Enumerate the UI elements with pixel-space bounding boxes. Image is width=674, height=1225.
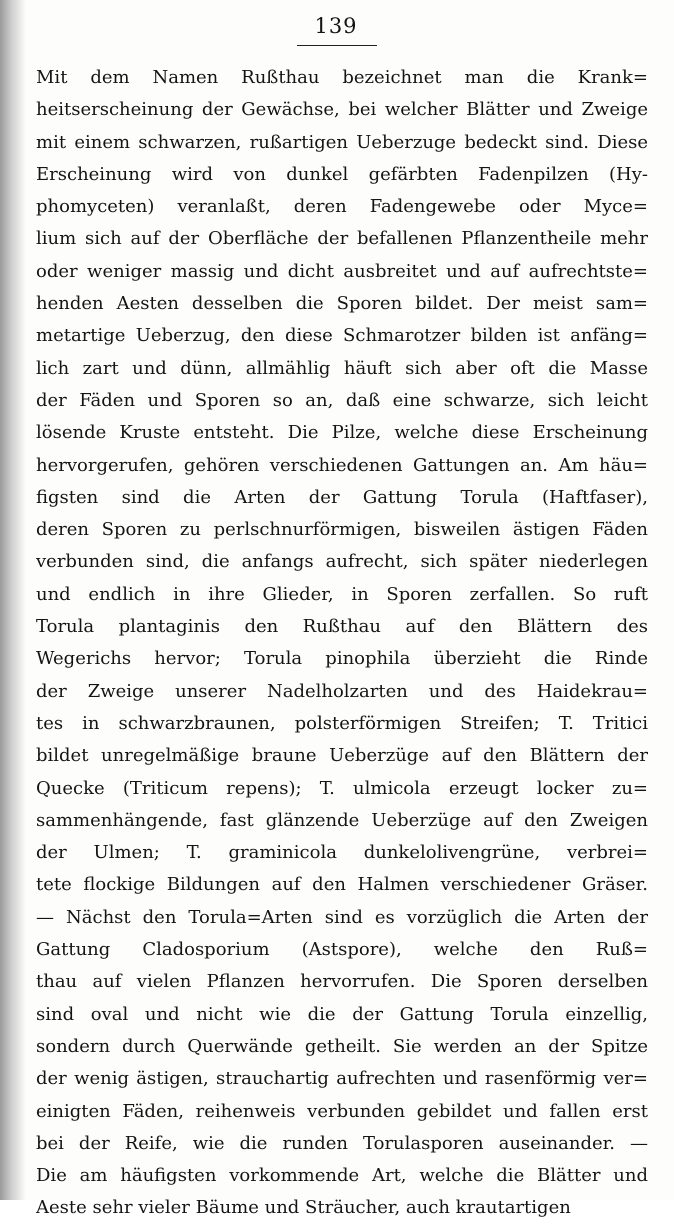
body-text: [36, 62, 648, 1225]
text-line: der Fäden und Sporen so an, daß eine schwarze, sich leicht: [36, 389, 648, 411]
text-line: bildet unregelmäßige braune Ueberzüge auf den Blättern der: [36, 745, 648, 767]
text-line: der Zweige unserer Nadelholzarten und des Haidekrau=: [36, 680, 648, 702]
text-line: tete flockige Bildungen auf den Halmen verschiedener Gräser.: [36, 874, 648, 896]
text-line: sind oval und nicht wie die der Gattung Torula einzellig,: [36, 1003, 648, 1025]
text-line: henden Aesten desselben die Sporen bildet. Der meist sam=: [36, 293, 648, 315]
text-line: einigten Fäden, reihenweis verbunden gebildet und fallen erst: [36, 1100, 648, 1122]
text-line: Mit dem Namen Rußthau bezeichnet man die Krank=: [36, 67, 648, 88]
text-line: heitserscheinung der Gewächse, bei welcher Blätter und Zweige: [36, 99, 648, 121]
page-number-rule: [297, 45, 377, 46]
text-line: lösende Kruste entsteht. Die Pilze, welche diese Erscheinung: [36, 422, 648, 444]
text-line: tes in schwarzbraunen, polsterförmigen Streifen; T. Tritici: [36, 712, 648, 734]
text-line: phomyceten) veranlaßt, deren Fadengewebe oder Myce=: [36, 196, 648, 218]
text-line: metartige Ueberzug, den diese Schmarotzer bilden ist anfäng=: [36, 325, 648, 347]
page-number: 139: [314, 14, 358, 38]
text-line: — Nächst den Torula=Arten sind es vorzüglich die Arten der: [36, 906, 648, 928]
text-line: Erscheinung wird von dunkel gefärbten Fadenpilzen (Hy-: [36, 163, 648, 185]
text-line: lich zart und dünn, allmählig häuft sich aber oft die Masse: [36, 357, 648, 379]
text-line: mit einem schwarzen, rußartigen Ueberzuge bedeckt sind. Diese: [36, 131, 648, 153]
text-line: Torula plantaginis den Rußthau auf den Blättern des: [36, 616, 648, 638]
text-line: Wegerichs hervor; Torula pinophila überzieht die Rinde: [36, 648, 648, 670]
text-line: Quecke (Triticum repens); T. ulmicola erzeugt locker zu=: [36, 777, 648, 799]
text-line: verbunden sind, die anfangs aufrecht, sich später niederlegen: [36, 551, 648, 573]
binding-shadow: [0, 0, 26, 1200]
text-line: Die am häufigsten vorkommende Art, welche die Blätter und: [36, 1165, 648, 1187]
text-line: sondern durch Querwände getheilt. Sie werden an der Spitze: [36, 1035, 648, 1057]
text-line: deren Sporen zu perlschnurförmigen, bisweilen ästigen Fäden: [36, 519, 648, 541]
text-line: oder weniger massig und dicht ausbreitet und auf aufrechtste=: [36, 260, 648, 282]
text-line: der Ulmen; T. graminicola dunkelolivengrüne, verbrei=: [36, 842, 648, 864]
text-line: figsten sind die Arten der Gattung Torula (Haftfaser),: [36, 486, 648, 508]
text-line: thau auf vielen Pflanzen hervorrufen. Die Sporen derselben: [36, 971, 648, 993]
text-line: Aeste sehr vieler Bäume und Sträucher, auch krautartigen: [36, 1197, 571, 1219]
text-line: hervorgerufen, gehören verschiedenen Gattungen an. Am häu=: [36, 454, 648, 476]
text-line: der wenig ästigen, strauchartig aufrechten und rasenförmig ver=: [36, 1068, 648, 1090]
text-line: sammenhängende, fast glänzende Ueberzüge auf den Zweigen: [36, 809, 648, 831]
text-line: und endlich in ihre Glieder, in Sporen zerfallen. So ruft: [36, 583, 648, 605]
text-line: bei der Reife, wie die runden Torulasporen auseinander. —: [36, 1132, 648, 1154]
text-line: Gattung Cladosporium (Astspore), welche den Ruß=: [36, 939, 648, 961]
text-line: lium sich auf der Oberfläche der befallenen Pflanzentheile mehr: [36, 228, 648, 250]
